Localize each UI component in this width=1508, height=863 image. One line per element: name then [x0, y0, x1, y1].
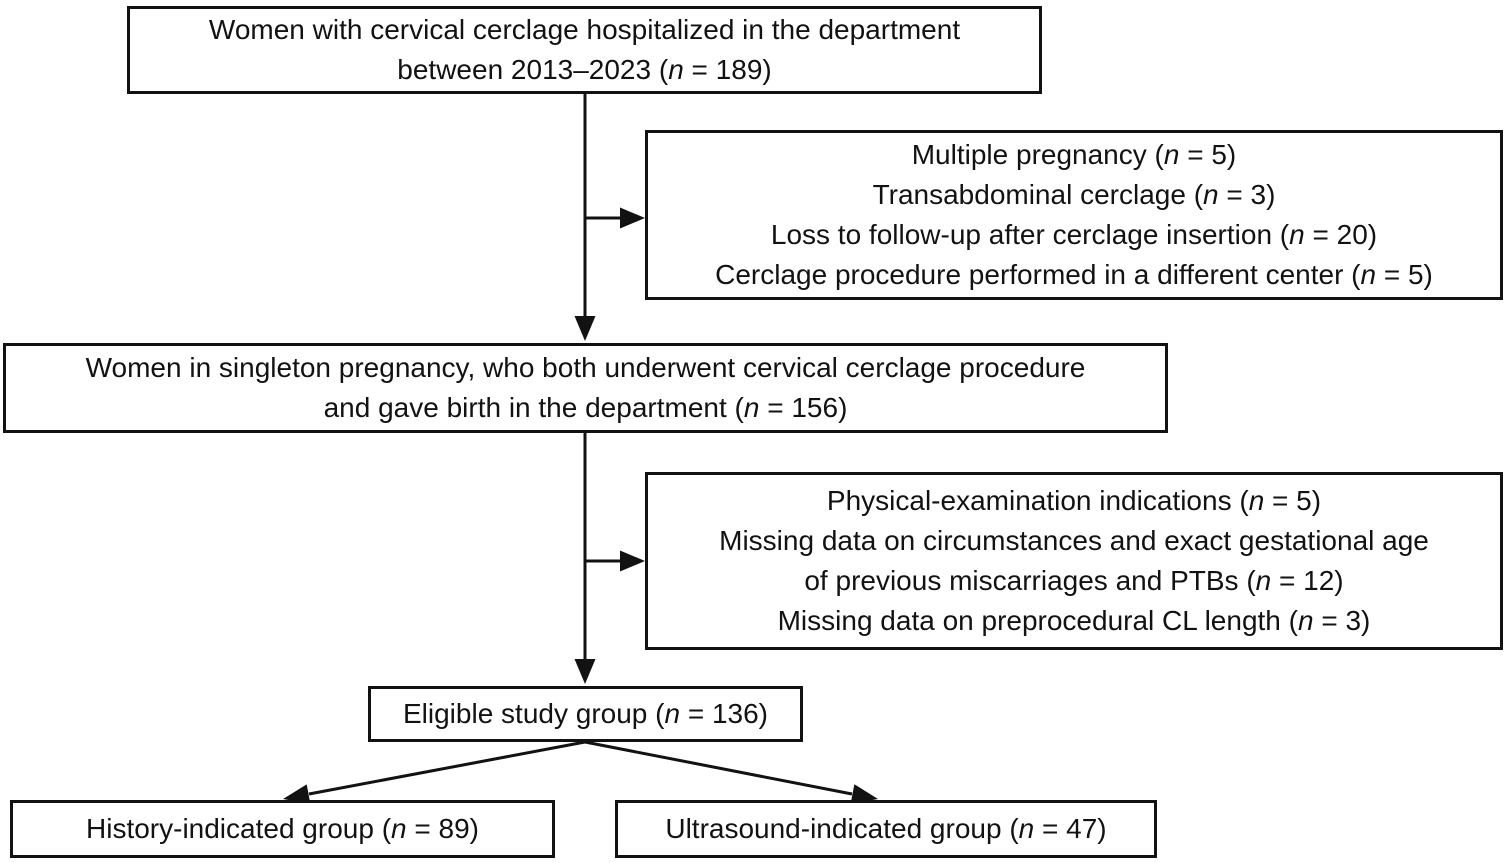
arrowhead-down-to-eligible [575, 659, 596, 684]
box-text-line: Cerclage procedure performed in a different center (n = 5) [715, 259, 1433, 290]
arrowhead-right-exclusions-secondary [620, 551, 645, 572]
box-text-line: Eligible study group (n = 136) [402, 698, 768, 729]
box-text-line: Physical-examination indications (n = 5) [826, 485, 1322, 516]
box-eligible-group [368, 686, 803, 742]
arrowhead-right-exclusions-initial [620, 208, 645, 229]
box-text-line: Women in singleton pregnancy, who both underwent cervical cerclage procedure [85, 352, 1086, 383]
arrowhead-down-to-singleton [575, 316, 596, 341]
connector-eligible-to-history [309, 742, 585, 794]
connector-eligible-to-ultrasound [585, 742, 852, 794]
box-text-line: Loss to follow-up after cerclage insertion (n = 20) [770, 219, 1378, 250]
box-text-line: Ultrasound-indicated group (n = 47) [665, 813, 1107, 844]
box-singleton-cohort [3, 343, 1168, 433]
box-text-line: Missing data on preprocedural CL length (n = 3) [777, 605, 1371, 636]
box-text-line: of previous miscarriages and PTBs (n = 12) [804, 565, 1344, 596]
box-text-line: and gave birth in the department (n = 156) [323, 392, 848, 423]
box-text-line: Multiple pregnancy (n = 5) [911, 139, 1237, 170]
box-text-line: Missing data on circumstances and exact gestational age [719, 525, 1429, 556]
box-text-line: History-indicated group (n = 89) [86, 813, 479, 844]
box-text-line: between 2013–2023 (n = 189) [397, 54, 772, 85]
box-exclusions-initial [645, 130, 1503, 300]
box-text-line: Transabdominal cerclage (n = 3) [872, 179, 1276, 210]
box-history-indicated-group [10, 800, 555, 858]
box-text-line: Women with cervical cerclage hospitalized in the department [208, 14, 961, 45]
box-ultrasound-indicated-group [615, 800, 1157, 858]
box-exclusions-secondary [645, 472, 1503, 650]
box-source-population [127, 6, 1042, 94]
